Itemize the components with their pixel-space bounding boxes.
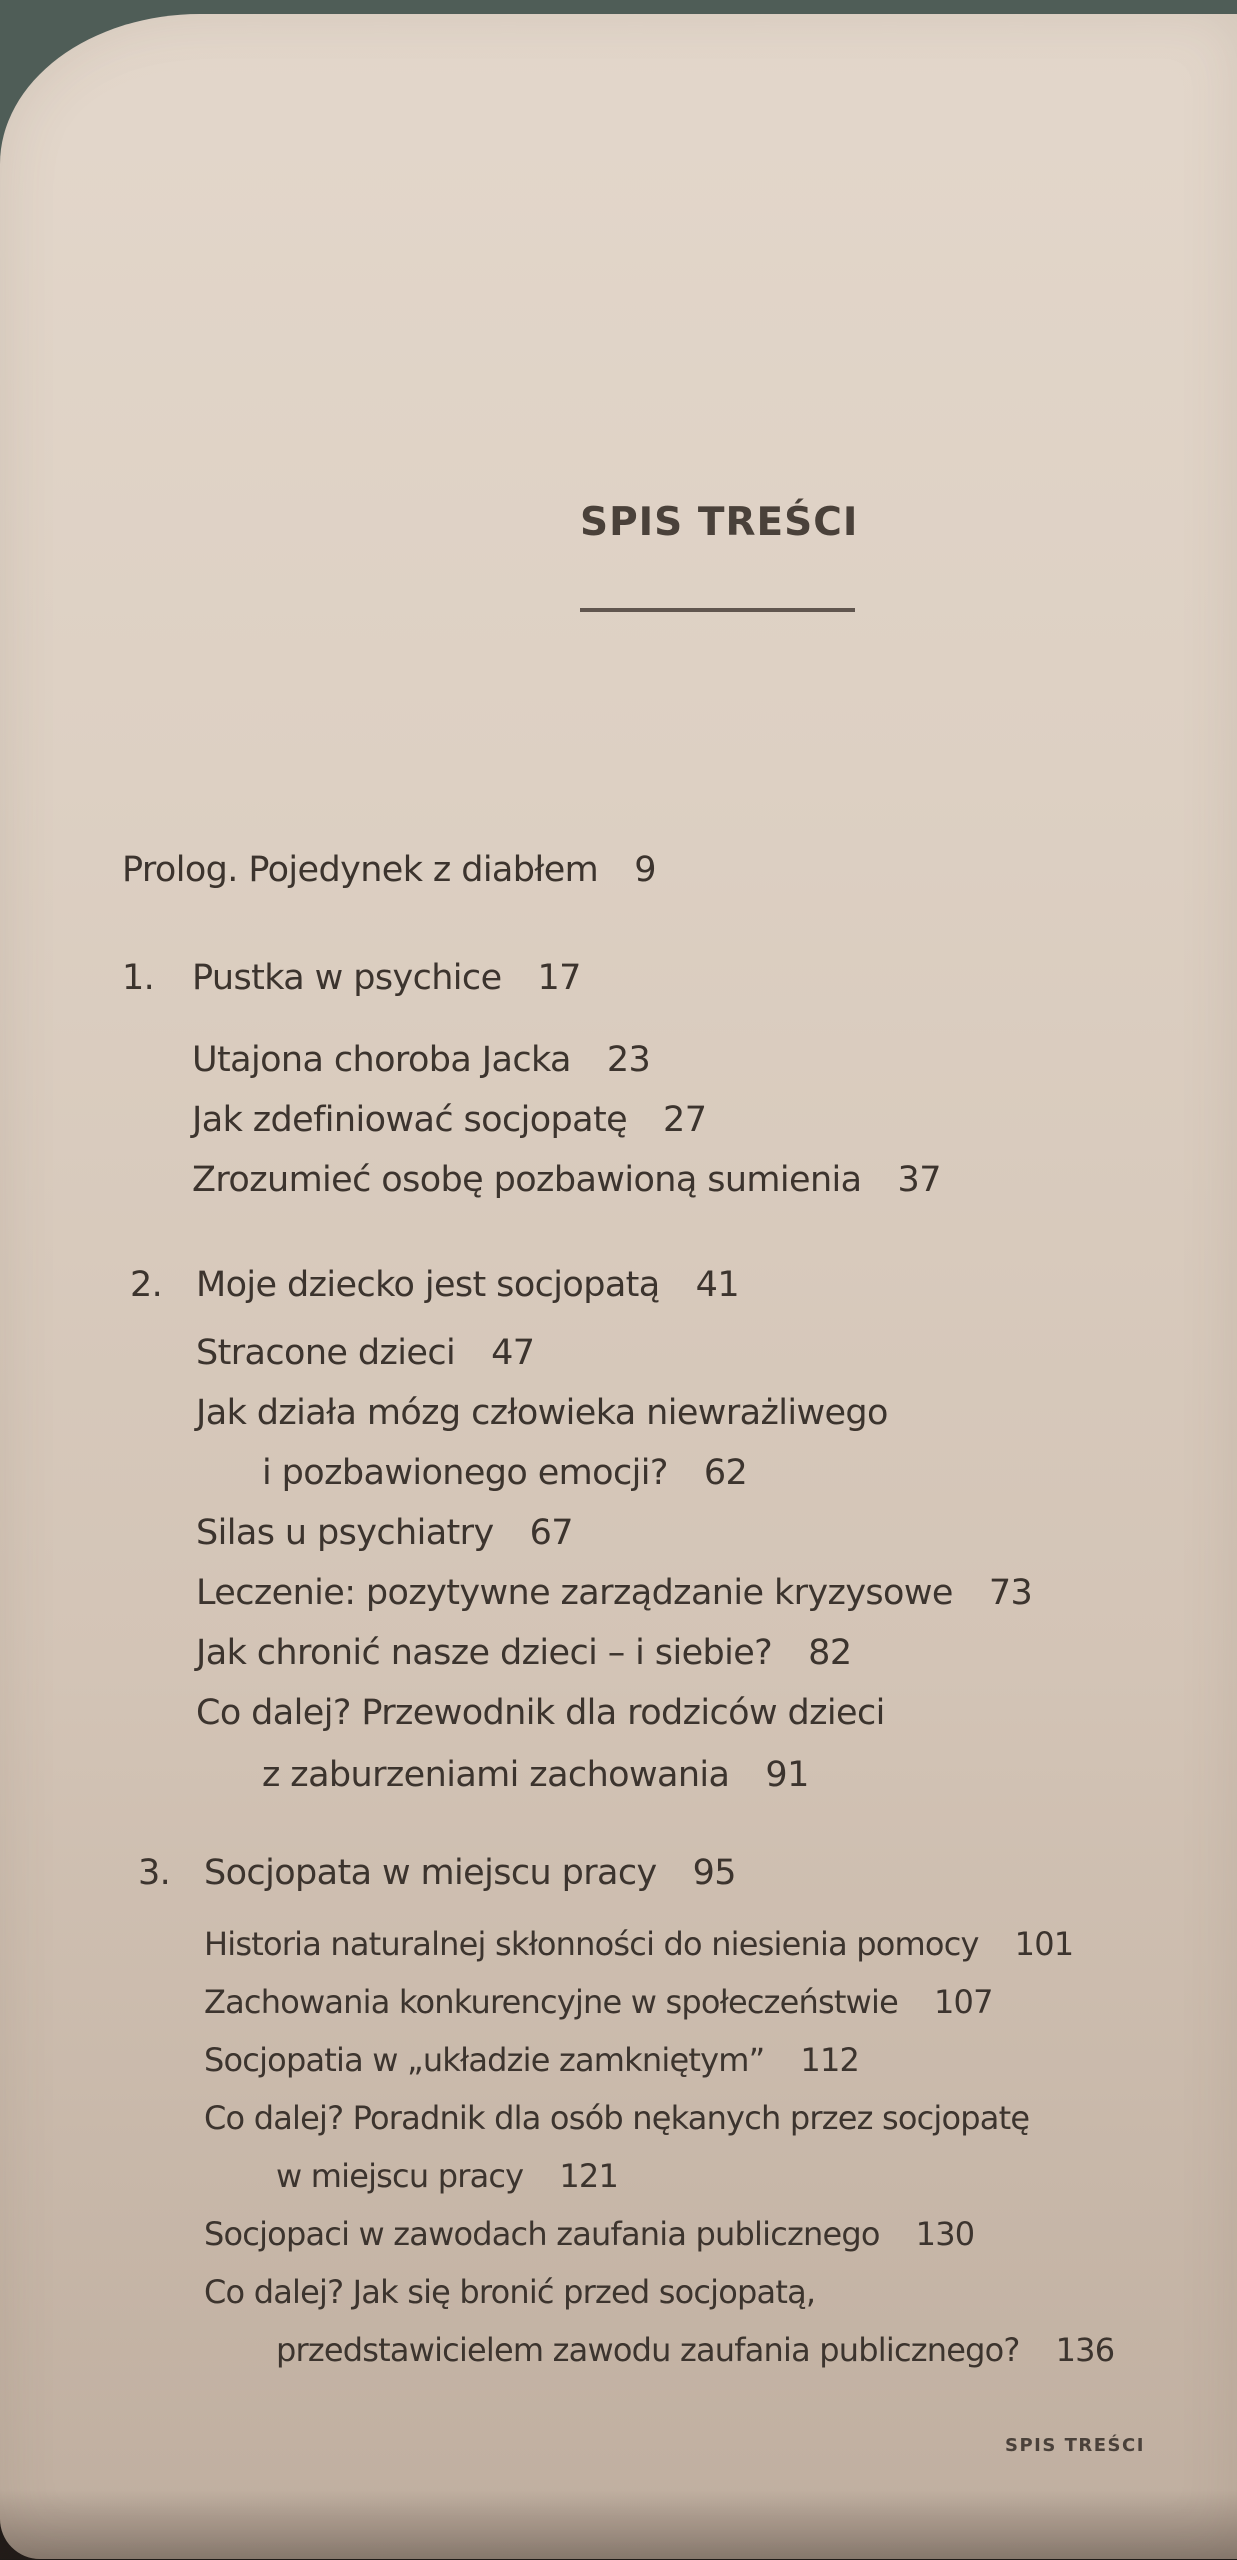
section-title: Co dalej? Jak się bronić przed socjopatą, <box>204 2273 816 2311</box>
section-page: 112 <box>800 2041 860 2079</box>
section-page: 23 <box>606 1040 651 1080</box>
toc-section <box>192 1160 941 1200</box>
section-title-continuation: i pozbawionego emocji? <box>262 1453 668 1493</box>
toc-section-continuation <box>262 1755 809 1795</box>
chapter-title: Pustka w psychice <box>192 958 502 998</box>
section-title: Leczenie: pozytywne zarządzanie kryzysowe <box>196 1573 953 1613</box>
running-footer: SPIS TREŚCI <box>1005 2435 1145 2456</box>
toc-section <box>196 1513 573 1553</box>
chapter-page: 17 <box>537 958 581 998</box>
chapter-title: Socjopata w miejscu pracy <box>204 1853 657 1893</box>
section-title: Historia naturalnej skłonności do niesienia pomocy <box>204 1925 979 1963</box>
toc-section <box>204 2099 1029 2137</box>
toc-section <box>204 1983 993 2021</box>
section-title: Socjopaci w zawodach zaufania publicznego <box>204 2215 880 2253</box>
section-page: 67 <box>529 1513 573 1553</box>
toc-section <box>196 1393 888 1433</box>
toc-section-continuation <box>276 2157 618 2195</box>
section-title: Jak zdefiniować socjopatę <box>192 1100 628 1140</box>
section-page: 101 <box>1014 1925 1074 1963</box>
page-title: SPIS TREŚCI <box>580 500 859 545</box>
chapter-number: 3. <box>138 1853 171 1893</box>
section-title: Zachowania konkurencyjne w społeczeństwie <box>204 1983 898 2021</box>
chapter-title: Moje dziecko jest socjopatą <box>196 1265 660 1305</box>
section-page: 130 <box>915 2215 975 2253</box>
toc-section <box>204 2041 859 2079</box>
section-page: 82 <box>808 1633 852 1673</box>
toc-chapter-2 <box>130 1265 739 1305</box>
toc-chapter-3 <box>138 1853 736 1893</box>
toc-section <box>196 1333 534 1373</box>
toc-section <box>192 1100 706 1140</box>
section-title: Jak chronić nasze dzieci – i siebie? <box>196 1633 773 1673</box>
toc-section <box>204 2215 974 2253</box>
toc-section-continuation <box>276 2331 1114 2369</box>
toc-entry-page: 9 <box>634 850 656 890</box>
toc-section <box>204 1925 1073 1963</box>
section-title-continuation: w miejscu pracy <box>276 2157 524 2195</box>
section-page: 136 <box>1055 2331 1115 2369</box>
section-page: 107 <box>934 1983 993 2021</box>
toc-section <box>204 2273 815 2311</box>
chapter-number: 2. <box>130 1265 163 1305</box>
chapter-page: 95 <box>692 1853 736 1893</box>
section-page: 47 <box>491 1333 535 1373</box>
section-page: 91 <box>765 1755 809 1795</box>
section-title-continuation: z zaburzeniami zachowania <box>262 1755 730 1795</box>
title-divider <box>580 608 855 612</box>
section-page: 37 <box>897 1160 941 1200</box>
toc-entry-prolog <box>122 850 656 890</box>
chapter-number: 1. <box>122 958 155 998</box>
section-title: Zrozumieć osobę pozbawioną sumienia <box>192 1160 862 1200</box>
toc-section <box>196 1573 1032 1613</box>
toc-section-continuation <box>262 1453 747 1493</box>
section-title: Stracone dzieci <box>196 1333 456 1373</box>
section-title: Jak działa mózg człowieka niewrażliwego <box>196 1393 888 1433</box>
toc-section <box>196 1693 885 1733</box>
section-title-continuation: przedstawicielem zawodu zaufania publicznego? <box>276 2331 1020 2369</box>
section-page: 121 <box>559 2157 619 2195</box>
toc-chapter-1 <box>122 958 581 998</box>
section-title: Co dalej? Poradnik dla osób nękanych przez socjopatę <box>204 2099 1030 2137</box>
section-page: 73 <box>988 1573 1033 1613</box>
section-title: Silas u psychiatry <box>196 1513 494 1553</box>
section-title: Socjopatia w „układzie zamkniętym” <box>204 2041 765 2079</box>
chapter-page: 41 <box>695 1265 739 1305</box>
section-page: 62 <box>703 1453 748 1493</box>
toc-entry-title: Prolog. Pojedynek z diabłem <box>122 850 599 890</box>
section-title: Co dalej? Przewodnik dla rodziców dzieci <box>196 1693 885 1733</box>
toc-section <box>196 1633 852 1673</box>
section-page: 27 <box>663 1100 707 1140</box>
section-title: Utajona choroba Jacka <box>192 1040 571 1080</box>
toc-section <box>192 1040 650 1080</box>
